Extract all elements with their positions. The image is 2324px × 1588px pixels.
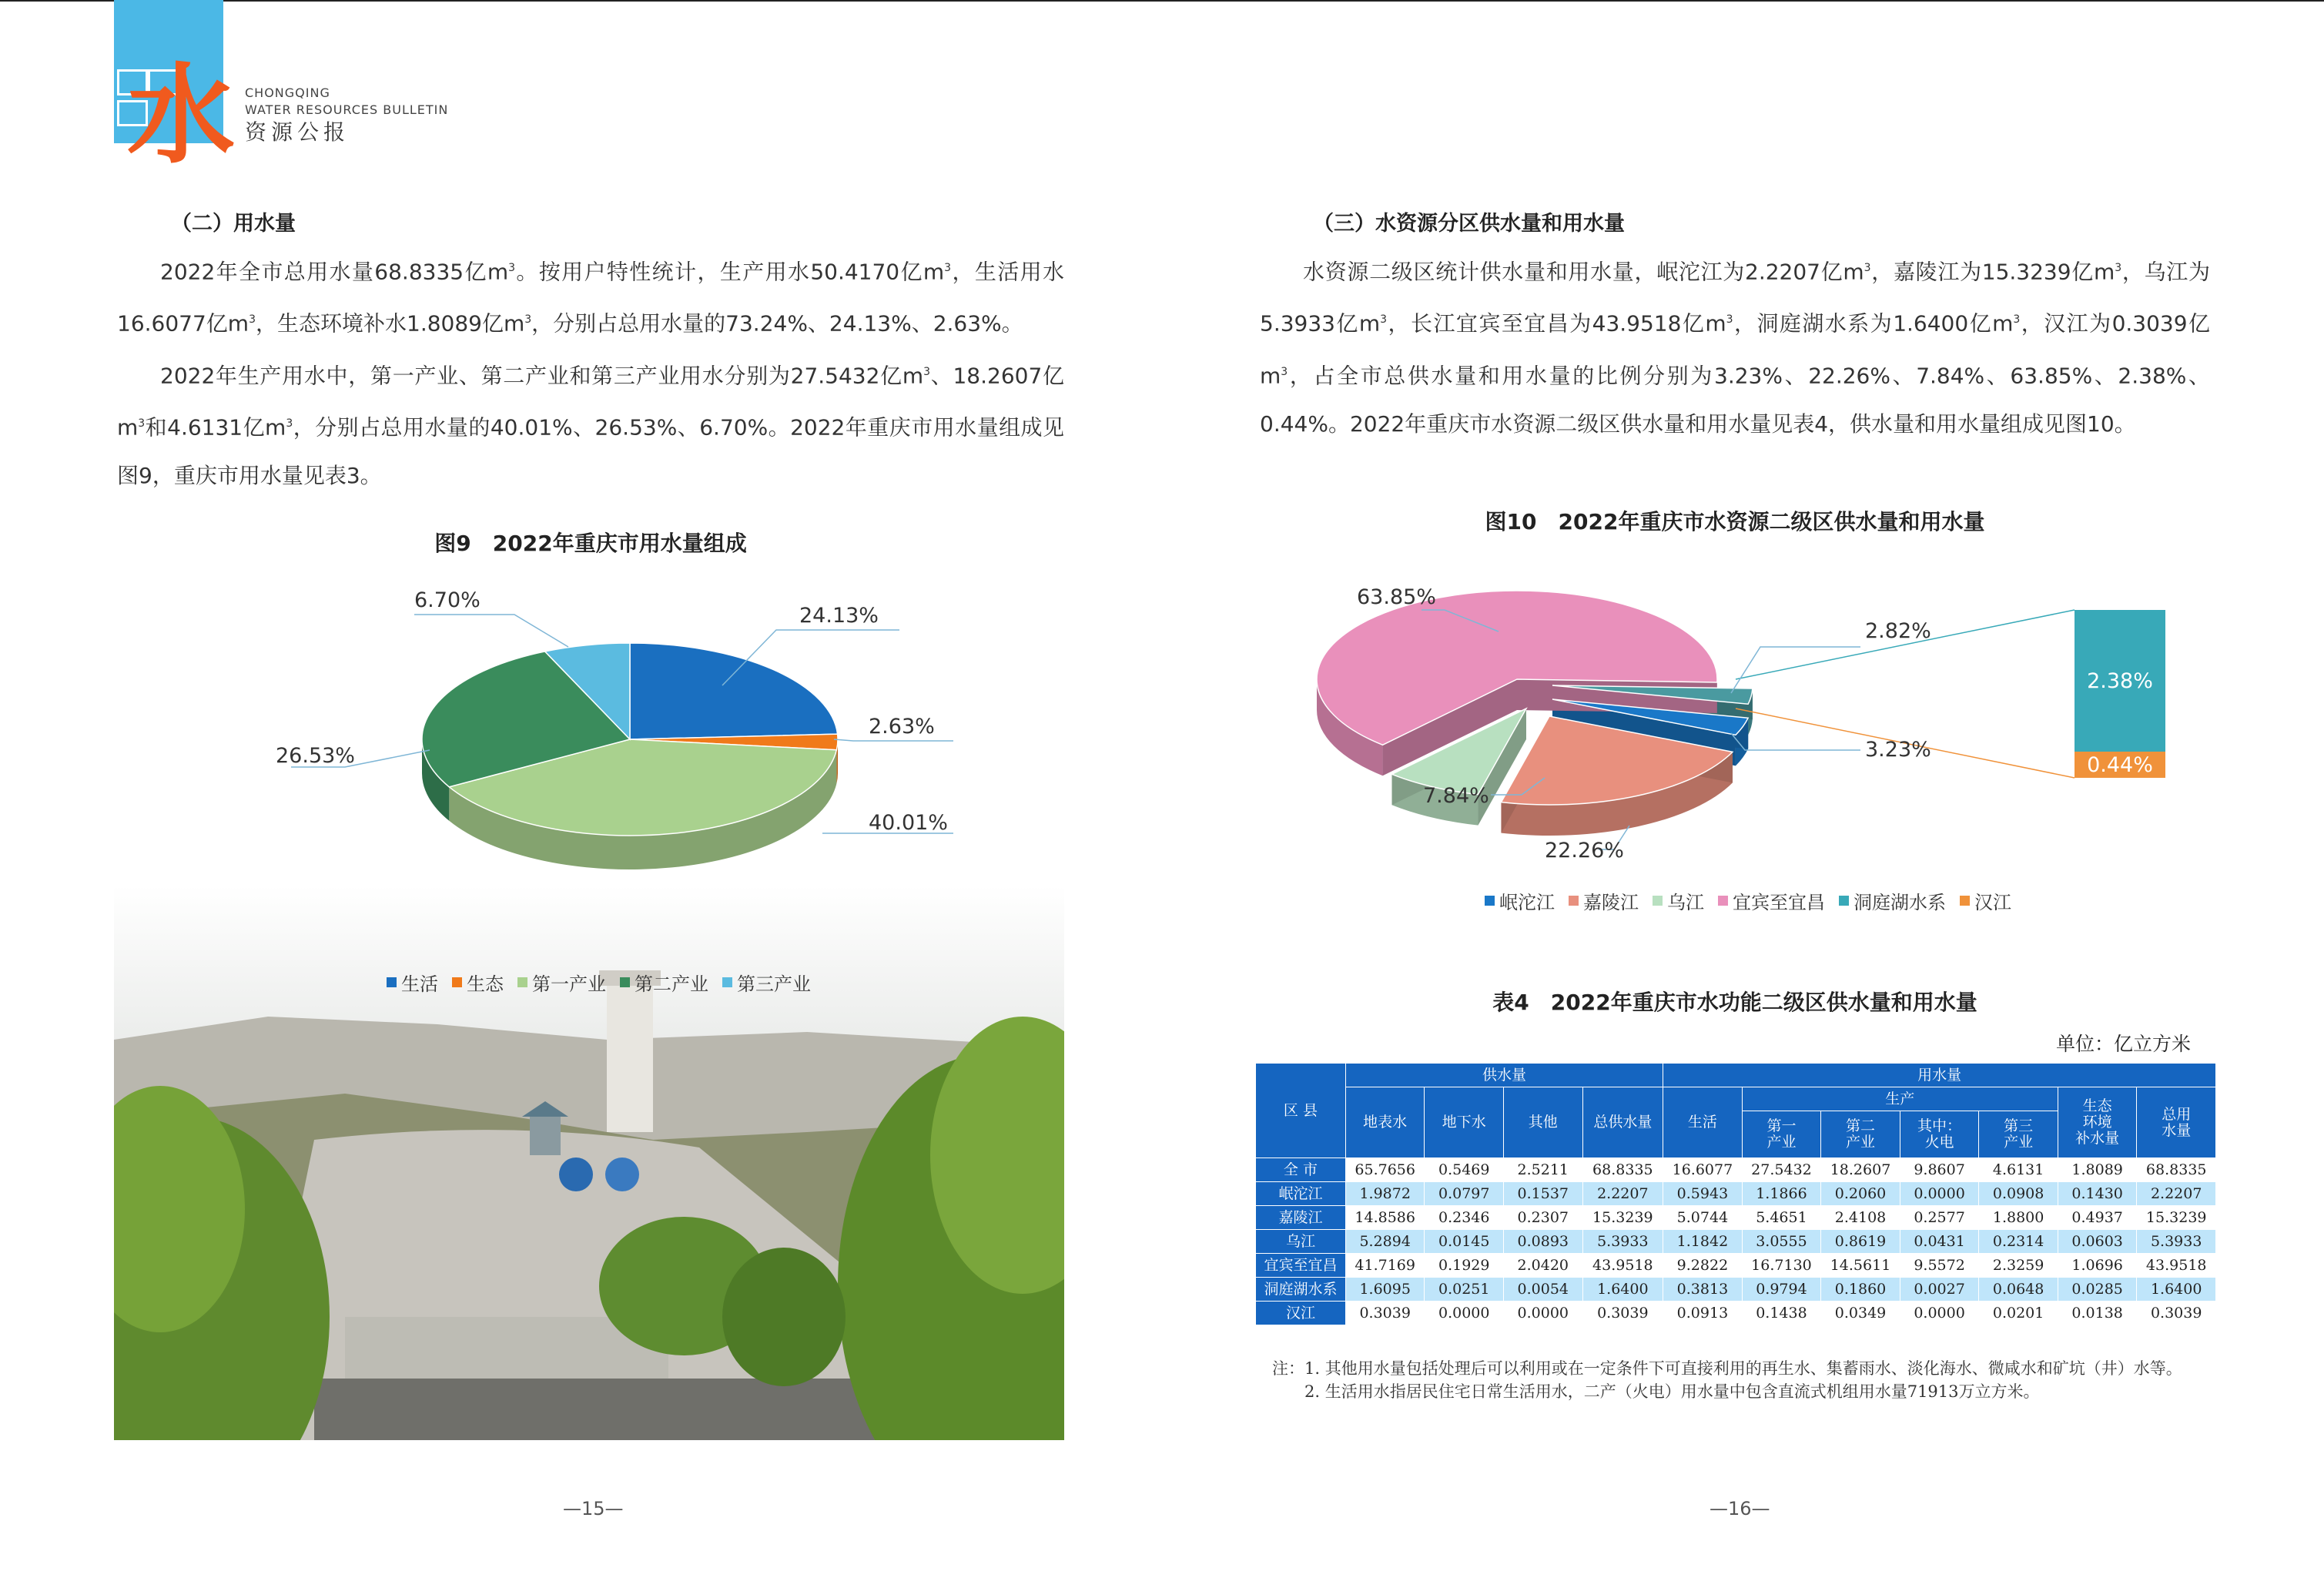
table-cell: 15.3239 <box>1582 1206 1663 1230</box>
table-row-label: 洞庭湖水系 <box>1256 1278 1346 1302</box>
table-cell: 0.3039 <box>2137 1302 2216 1325</box>
fig9-data-label-2: 40.01% <box>869 811 948 835</box>
table-header-use: 用水量 <box>1663 1064 2216 1087</box>
table-header-thermal: 其中： 火电 <box>1900 1111 1979 1158</box>
table-cell: 0.0027 <box>1900 1278 1979 1302</box>
table-header-supply-col: 其他 <box>1504 1087 1583 1158</box>
table-cell: 0.3039 <box>1582 1302 1663 1325</box>
table-cell: 68.8335 <box>2137 1158 2216 1182</box>
legend-label: 生态 <box>467 973 504 995</box>
table-cell: 1.1842 <box>1663 1230 1743 1254</box>
logo-chinese: 资源公报 <box>245 119 350 145</box>
table-cell: 15.3239 <box>2137 1206 2216 1230</box>
legend-label: 汉江 <box>1974 892 2011 913</box>
table-row <box>1256 1254 2216 1278</box>
table-cell: 0.0145 <box>1425 1230 1504 1254</box>
legend-swatch <box>452 977 462 987</box>
logo-en-line2: WATER RESOURCES BULLETIN <box>245 102 449 117</box>
table-cell: 3.0555 <box>1742 1230 1821 1254</box>
table-cell: 0.0913 <box>1663 1302 1743 1325</box>
pie-slice-fig9-0 <box>630 643 838 739</box>
legend-swatch <box>620 977 630 987</box>
table-cell: 0.5943 <box>1663 1182 1743 1206</box>
table-row <box>1256 1230 2216 1254</box>
legend-label: 第二产业 <box>635 973 708 995</box>
right-body <box>1260 244 2210 448</box>
legend-label: 洞庭湖水系 <box>1854 892 1946 913</box>
fig10-data-label-5: 0.44% <box>2087 752 2153 777</box>
table-cell: 0.0431 <box>1900 1230 1979 1254</box>
table-cell: 41.7169 <box>1345 1254 1425 1278</box>
table-cell: 2.0420 <box>1504 1254 1583 1278</box>
left-page-number: —15— <box>563 1498 624 1519</box>
legend-swatch <box>1960 896 1970 906</box>
table-cell: 0.2577 <box>1900 1206 1979 1230</box>
table-cell: 0.1929 <box>1425 1254 1504 1278</box>
table-cell: 18.2607 <box>1821 1158 1900 1182</box>
table-cell: 0.0251 <box>1425 1278 1504 1302</box>
table-header-row <box>1256 1064 2216 1087</box>
table-cell: 0.2307 <box>1504 1206 1583 1230</box>
figure10-legend <box>1485 887 2011 914</box>
fig9-data-label-0: 24.13% <box>799 604 879 628</box>
table-cell: 14.8586 <box>1345 1206 1425 1230</box>
table-row <box>1256 1158 2216 1182</box>
table-header-eco: 生态 环境 补水量 <box>2058 1087 2137 1158</box>
table-header-domestic: 生活 <box>1663 1087 1743 1158</box>
table-cell: 1.8800 <box>1979 1206 2058 1230</box>
fig9-leader-4 <box>414 615 568 647</box>
table-cell: 0.1438 <box>1742 1302 1821 1325</box>
fig9-data-label-1: 2.63% <box>869 715 935 739</box>
legend-label: 宜宾至宜昌 <box>1733 892 1825 913</box>
table-row-label: 全 市 <box>1256 1158 1346 1182</box>
table-cell: 1.6400 <box>2137 1278 2216 1302</box>
table-cell: 9.2822 <box>1663 1254 1743 1278</box>
table-cell: 2.3259 <box>1979 1254 2058 1278</box>
table-cell: 43.9518 <box>2137 1254 2216 1278</box>
fig10-legend-item <box>1839 887 1946 914</box>
table-cell: 0.3813 <box>1663 1278 1743 1302</box>
table-cell: 0.0000 <box>1425 1302 1504 1325</box>
table-row-label: 嘉陵江 <box>1256 1206 1346 1230</box>
table4-note-2: 2. 生活用水指居民住宅日常生活用水，二产（火电）用水量中包含直流式机组用水量71913万立方米。 <box>1304 1382 2040 1401</box>
table-header-region: 区 县 <box>1256 1064 1346 1158</box>
right-page-number: —16— <box>1710 1498 1770 1519</box>
fig10-legend-item <box>1569 887 1639 914</box>
legend-swatch <box>1653 896 1663 906</box>
table-cell: 0.2314 <box>1979 1230 2058 1254</box>
fig10-legend-item <box>1960 887 2011 914</box>
table-cell: 0.2346 <box>1425 1206 1504 1230</box>
table-cell: 0.0201 <box>1979 1302 2058 1325</box>
fig9-legend-item <box>387 969 438 996</box>
left-heading: （二）用水量 <box>171 212 296 236</box>
table-cell: 0.4937 <box>2058 1206 2137 1230</box>
fig10-data-label-3: 63.85% <box>1357 585 1436 609</box>
fig10-data-label-1: 22.26% <box>1545 839 1624 863</box>
legend-label: 嘉陵江 <box>1583 892 1639 913</box>
table-header-production: 生产 <box>1742 1087 2058 1111</box>
legend-swatch <box>387 977 397 987</box>
table-cell: 0.5469 <box>1425 1158 1504 1182</box>
table-cell: 2.4108 <box>1821 1206 1900 1230</box>
table-cell: 0.0000 <box>1900 1182 1979 1206</box>
table-cell: 0.0000 <box>1900 1302 1979 1325</box>
table-cell: 5.3933 <box>2137 1230 2216 1254</box>
table-cell: 0.1537 <box>1504 1182 1583 1206</box>
table-cell: 1.6095 <box>1345 1278 1425 1302</box>
fig9-data-label-4: 6.70% <box>414 588 481 612</box>
table-cell: 0.0349 <box>1821 1302 1900 1325</box>
right-paragraph-1: 水资源二级区统计供水量和用水量，岷沱江为2.2207亿$m^3$，嘉陵江为15.3239亿$m^3$，乌江为5.3933亿$m^3$，长江宜宾至宜昌为43.9518亿$m^3$，洞庭湖水系为1.6400亿$m^3$，汉江为0.3039亿$m^3$，占全市总供水量和用水量的比例分别为3.23%、22.26%、7.84%、63.85%、2.38%、0.44%。2022年重庆市水资源二级区供水量和用水量见表4，供水量和用水量组成见图10。 <box>1260 259 2211 437</box>
table-cell: 0.0893 <box>1504 1230 1583 1254</box>
legend-swatch <box>1718 896 1728 906</box>
fig9-legend-item <box>452 969 504 996</box>
table-cell: 0.3039 <box>1345 1302 1425 1325</box>
fig10-legend-item <box>1485 887 1555 914</box>
right-heading: （三）水资源分区供水量和用水量 <box>1313 212 1625 236</box>
table4-note-1: 注：1. 其他用水量包括处理后可以利用或在一定条件下可直接利用的再生水、集蓄雨水、淡化海水、微咸水和矿坑（井）水等。 <box>1272 1359 2182 1378</box>
table-cell: 2.2207 <box>1582 1182 1663 1206</box>
legend-swatch <box>722 977 732 987</box>
table4-unit: 单位：亿立方米 <box>2056 1033 2192 1055</box>
table-cell: 0.0908 <box>1979 1182 2058 1206</box>
table4-title: 表4 2022年重庆市水功能二级区供水量和用水量 <box>1492 990 1977 1015</box>
logo-water-char: 水 <box>127 52 236 179</box>
table-header-total-use: 总用 水量 <box>2137 1087 2216 1158</box>
table-row-label: 宜宾至宜昌 <box>1256 1254 1346 1278</box>
legend-swatch <box>517 977 527 987</box>
table-header-supply: 供水量 <box>1345 1064 1663 1087</box>
fig10-data-label-other: 2.82% <box>1865 619 1931 643</box>
table-cell: 1.0696 <box>2058 1254 2137 1278</box>
fig10-legend-item <box>1653 887 1704 914</box>
table-cell: 65.7656 <box>1345 1158 1425 1182</box>
fig10-data-label-0: 3.23% <box>1865 738 1931 762</box>
fig10-leader-0 <box>1731 733 1860 750</box>
table-cell: 0.0603 <box>2058 1230 2137 1254</box>
table-cell: 1.9872 <box>1345 1182 1425 1206</box>
fig10-legend-item <box>1718 887 1825 914</box>
table-cell: 0.1860 <box>1821 1278 1900 1302</box>
table-header-supply-col: 地下水 <box>1425 1087 1504 1158</box>
top-rule <box>0 0 2324 2</box>
legend-label: 乌江 <box>1667 892 1704 913</box>
table-cell: 1.1866 <box>1742 1182 1821 1206</box>
legend-swatch <box>1485 896 1495 906</box>
table-cell: 27.5432 <box>1742 1158 1821 1182</box>
table-cell: 0.0648 <box>1979 1278 2058 1302</box>
table-cell: 14.5611 <box>1821 1254 1900 1278</box>
table-cell: 5.0744 <box>1663 1206 1743 1230</box>
table-cell: 0.2060 <box>1821 1182 1900 1206</box>
figure10-title: 图10 2022年重庆市水资源二级区供水量和用水量 <box>1485 509 1985 534</box>
legend-label: 生活 <box>401 973 438 995</box>
logo-en-line1: CHONGQING <box>245 85 330 100</box>
table-cell: 0.0797 <box>1425 1182 1504 1206</box>
left-paragraph-2: 2022年生产用水中，第一产业、第二产业和第三产业用水分别为27.5432亿$m^3$、18.2607亿$m^3$和4.6131亿$m^3$，分别占总用水量的40.01%、26.53%、6.70%。2022年重庆市用水量组成见图9，重庆市用水量见表3。 <box>117 362 1064 489</box>
figure10-pie-chart <box>1260 554 2210 893</box>
figure9-pie-chart <box>114 562 1064 916</box>
legend-label: 岷沱江 <box>1499 892 1555 913</box>
table-header-supply-col: 总供水量 <box>1582 1087 1663 1158</box>
table-cell: 16.7130 <box>1742 1254 1821 1278</box>
table-cell: 2.5211 <box>1504 1158 1583 1182</box>
fig9-legend-item <box>517 969 606 996</box>
fig9-leader-1 <box>834 739 953 741</box>
table-cell: 0.1430 <box>2058 1182 2137 1206</box>
table-cell: 68.8335 <box>1582 1158 1663 1182</box>
left-body <box>117 244 1064 500</box>
table4-notes <box>1272 1357 2227 1403</box>
table-cell: 1.8089 <box>2058 1158 2137 1182</box>
fig10-leader-other <box>1731 647 1860 693</box>
table-row-label: 乌江 <box>1256 1230 1346 1254</box>
table-header-row <box>1256 1087 2216 1111</box>
table-cell: 5.2894 <box>1345 1230 1425 1254</box>
table-cell: 0.9794 <box>1742 1278 1821 1302</box>
legend-label: 第三产业 <box>737 973 811 995</box>
fig9-data-label-3: 26.53% <box>276 744 355 768</box>
fig9-legend-item <box>722 969 811 996</box>
table-cell: 9.8607 <box>1900 1158 1979 1182</box>
table-row-label: 汉江 <box>1256 1302 1346 1325</box>
fig10-data-label-4: 2.38% <box>2087 668 2153 693</box>
table-cell: 0.0285 <box>2058 1278 2137 1302</box>
legend-swatch <box>1569 896 1579 906</box>
figure9-legend <box>387 969 811 996</box>
table-cell: 1.6400 <box>1582 1278 1663 1302</box>
table-header-primary: 第一 产业 <box>1742 1111 1821 1158</box>
legend-label: 第一产业 <box>532 973 606 995</box>
fig10-data-label-2: 7.84% <box>1423 784 1489 808</box>
fig9-legend-item <box>620 969 708 996</box>
table4 <box>1255 1063 2216 1325</box>
table-cell: 0.0000 <box>1504 1302 1583 1325</box>
left-paragraph-1: 2022年全市总用水量68.8335亿$m^3$。按用户特性统计，生产用水50.4170亿$m^3$，生活用水16.6077亿$m^3$，生态环境补水1.8089亿$m^3$，分别占总用水量的73.24%、24.13%、2.63%。 <box>117 259 1064 337</box>
legend-swatch <box>1839 896 1849 906</box>
logo-english <box>245 85 448 119</box>
table-header-tertiary: 第三 产业 <box>1979 1111 2058 1158</box>
table-cell: 43.9518 <box>1582 1254 1663 1278</box>
table-row <box>1256 1182 2216 1206</box>
table-row <box>1256 1278 2216 1302</box>
table-row <box>1256 1302 2216 1325</box>
table-cell: 2.2207 <box>2137 1182 2216 1206</box>
table-cell: 16.6077 <box>1663 1158 1743 1182</box>
table-cell: 0.0054 <box>1504 1278 1583 1302</box>
table-cell: 9.5572 <box>1900 1254 1979 1278</box>
table-header-supply-col: 地表水 <box>1345 1087 1425 1158</box>
table-cell: 0.0138 <box>2058 1302 2137 1325</box>
table-cell: 5.4651 <box>1742 1206 1821 1230</box>
table-header-secondary: 第二 产业 <box>1821 1111 1900 1158</box>
table-row-label: 岷沱江 <box>1256 1182 1346 1206</box>
table-row <box>1256 1206 2216 1230</box>
figure9-title: 图9 2022年重庆市用水量组成 <box>434 531 747 556</box>
table-cell: 5.3933 <box>1582 1230 1663 1254</box>
table-cell: 4.6131 <box>1979 1158 2058 1182</box>
table-cell: 0.8619 <box>1821 1230 1900 1254</box>
